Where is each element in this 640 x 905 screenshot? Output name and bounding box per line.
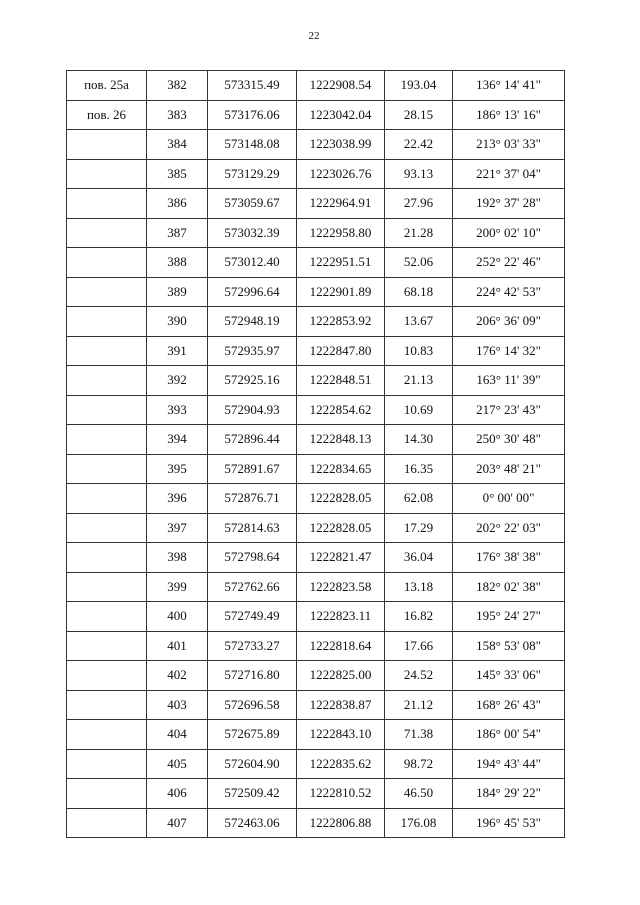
turn-cell — [67, 513, 147, 543]
y-coordinate-cell: 1223038.99 — [297, 130, 385, 160]
turn-cell — [67, 425, 147, 455]
segment-length-cell: 21.13 — [385, 366, 453, 396]
segment-length-cell: 71.38 — [385, 720, 453, 750]
direction-angle-cell: 186° 13' 16" — [453, 100, 565, 130]
table-row — [67, 277, 565, 307]
y-coordinate-cell: 1222825.00 — [297, 661, 385, 691]
point-number-cell: 382 — [147, 71, 208, 101]
y-coordinate-cell: 1222964.91 — [297, 189, 385, 219]
x-coordinate-cell: 573012.40 — [208, 248, 297, 278]
direction-angle-cell: 206° 36' 09" — [453, 307, 565, 337]
segment-length-cell: 10.83 — [385, 336, 453, 366]
segment-length-cell: 193.04 — [385, 71, 453, 101]
segment-length-cell: 27.96 — [385, 189, 453, 219]
x-coordinate-cell: 572604.90 — [208, 749, 297, 779]
segment-length-cell: 176.08 — [385, 808, 453, 838]
point-number-cell: 397 — [147, 513, 208, 543]
point-number-cell: 396 — [147, 484, 208, 514]
x-coordinate-cell: 572948.19 — [208, 307, 297, 337]
segment-length-cell: 52.06 — [385, 248, 453, 278]
direction-angle-cell: 200° 02' 10" — [453, 218, 565, 248]
point-number-cell: 384 — [147, 130, 208, 160]
y-coordinate-cell: 1222838.87 — [297, 690, 385, 720]
segment-length-cell: 13.67 — [385, 307, 453, 337]
x-coordinate-cell: 572814.63 — [208, 513, 297, 543]
turn-cell — [67, 395, 147, 425]
segment-length-cell: 17.66 — [385, 631, 453, 661]
turn-cell: пов. 25а — [67, 71, 147, 101]
x-coordinate-cell: 572675.89 — [208, 720, 297, 750]
point-number-cell: 403 — [147, 690, 208, 720]
table-row — [67, 454, 565, 484]
y-coordinate-cell: 1223026.76 — [297, 159, 385, 189]
table-row — [67, 602, 565, 632]
y-coordinate-cell: 1222828.05 — [297, 513, 385, 543]
y-coordinate-cell: 1222908.54 — [297, 71, 385, 101]
turn-cell — [67, 277, 147, 307]
x-coordinate-cell: 572896.44 — [208, 425, 297, 455]
turn-cell — [67, 454, 147, 484]
table-row — [67, 307, 565, 337]
x-coordinate-cell: 572716.80 — [208, 661, 297, 691]
direction-angle-cell: 192° 37' 28" — [453, 189, 565, 219]
table-row — [67, 159, 565, 189]
turn-cell — [67, 661, 147, 691]
x-coordinate-cell: 572935.97 — [208, 336, 297, 366]
point-number-cell: 383 — [147, 100, 208, 130]
point-number-cell: 402 — [147, 661, 208, 691]
direction-angle-cell: 195° 24' 27" — [453, 602, 565, 632]
segment-length-cell: 46.50 — [385, 779, 453, 809]
direction-angle-cell: 145° 33' 06" — [453, 661, 565, 691]
turn-cell — [67, 336, 147, 366]
x-coordinate-cell: 572798.64 — [208, 543, 297, 573]
direction-angle-cell: 136° 14' 41" — [453, 71, 565, 101]
table-row — [67, 808, 565, 838]
table-row — [67, 100, 565, 130]
point-number-cell: 388 — [147, 248, 208, 278]
direction-angle-cell: 213° 03' 33" — [453, 130, 565, 160]
segment-length-cell: 93.13 — [385, 159, 453, 189]
direction-angle-cell: 176° 14' 32" — [453, 336, 565, 366]
table-row — [67, 130, 565, 160]
segment-length-cell: 14.30 — [385, 425, 453, 455]
table-row — [67, 336, 565, 366]
table-row — [67, 366, 565, 396]
direction-angle-cell: 176° 38' 38" — [453, 543, 565, 573]
turn-cell — [67, 572, 147, 602]
table-row — [67, 779, 565, 809]
y-coordinate-cell: 1222806.88 — [297, 808, 385, 838]
direction-angle-cell: 168° 26' 43" — [453, 690, 565, 720]
turn-cell — [67, 189, 147, 219]
turn-cell — [67, 631, 147, 661]
direction-angle-cell: 182° 02' 38" — [453, 572, 565, 602]
segment-length-cell: 68.18 — [385, 277, 453, 307]
x-coordinate-cell: 572904.93 — [208, 395, 297, 425]
table-row — [67, 572, 565, 602]
segment-length-cell: 17.29 — [385, 513, 453, 543]
x-coordinate-cell: 573129.29 — [208, 159, 297, 189]
table-row — [67, 484, 565, 514]
direction-angle-cell: 163° 11' 39" — [453, 366, 565, 396]
point-number-cell: 405 — [147, 749, 208, 779]
turn-cell — [67, 779, 147, 809]
x-coordinate-cell: 572762.66 — [208, 572, 297, 602]
y-coordinate-cell: 1222818.64 — [297, 631, 385, 661]
table-row — [67, 425, 565, 455]
segment-length-cell: 62.08 — [385, 484, 453, 514]
x-coordinate-cell: 573176.06 — [208, 100, 297, 130]
segment-length-cell: 16.35 — [385, 454, 453, 484]
x-coordinate-cell: 572463.06 — [208, 808, 297, 838]
segment-length-cell: 21.28 — [385, 218, 453, 248]
turn-cell — [67, 248, 147, 278]
point-number-cell: 387 — [147, 218, 208, 248]
turn-cell — [67, 690, 147, 720]
turn-cell — [67, 307, 147, 337]
x-coordinate-cell: 573032.39 — [208, 218, 297, 248]
direction-angle-cell: 186° 00' 54" — [453, 720, 565, 750]
x-coordinate-cell: 572891.67 — [208, 454, 297, 484]
coordinates-table — [66, 70, 565, 838]
coordinates-table-body — [67, 71, 565, 838]
direction-angle-cell: 252° 22' 46" — [453, 248, 565, 278]
segment-length-cell: 21.12 — [385, 690, 453, 720]
table-row — [67, 720, 565, 750]
y-coordinate-cell: 1222847.80 — [297, 336, 385, 366]
x-coordinate-cell: 572749.49 — [208, 602, 297, 632]
x-coordinate-cell: 573059.67 — [208, 189, 297, 219]
y-coordinate-cell: 1222823.58 — [297, 572, 385, 602]
segment-length-cell: 24.52 — [385, 661, 453, 691]
y-coordinate-cell: 1223042.04 — [297, 100, 385, 130]
page-number: 22 — [308, 30, 320, 42]
x-coordinate-cell: 572876.71 — [208, 484, 297, 514]
direction-angle-cell: 203° 48' 21" — [453, 454, 565, 484]
point-number-cell: 407 — [147, 808, 208, 838]
direction-angle-cell: 224° 42' 53" — [453, 277, 565, 307]
segment-length-cell: 22.42 — [385, 130, 453, 160]
point-number-cell: 393 — [147, 395, 208, 425]
y-coordinate-cell: 1222810.52 — [297, 779, 385, 809]
x-coordinate-cell: 572733.27 — [208, 631, 297, 661]
table-row — [67, 248, 565, 278]
table-row — [67, 189, 565, 219]
table-row — [67, 71, 565, 101]
y-coordinate-cell: 1222848.13 — [297, 425, 385, 455]
point-number-cell: 399 — [147, 572, 208, 602]
point-number-cell: 386 — [147, 189, 208, 219]
turn-cell — [67, 602, 147, 632]
table-row — [67, 631, 565, 661]
y-coordinate-cell: 1222958.80 — [297, 218, 385, 248]
turn-cell — [67, 720, 147, 750]
x-coordinate-cell: 572996.64 — [208, 277, 297, 307]
segment-length-cell: 10.69 — [385, 395, 453, 425]
table-row — [67, 218, 565, 248]
x-coordinate-cell: 572925.16 — [208, 366, 297, 396]
y-coordinate-cell: 1222823.11 — [297, 602, 385, 632]
point-number-cell: 389 — [147, 277, 208, 307]
point-number-cell: 395 — [147, 454, 208, 484]
point-number-cell: 398 — [147, 543, 208, 573]
table-row — [67, 749, 565, 779]
point-number-cell: 392 — [147, 366, 208, 396]
point-number-cell: 401 — [147, 631, 208, 661]
turn-cell — [67, 543, 147, 573]
point-number-cell: 385 — [147, 159, 208, 189]
direction-angle-cell: 194° 43' 44" — [453, 749, 565, 779]
y-coordinate-cell: 1222848.51 — [297, 366, 385, 396]
turn-cell — [67, 749, 147, 779]
turn-cell — [67, 484, 147, 514]
x-coordinate-cell: 573148.08 — [208, 130, 297, 160]
table-row — [67, 661, 565, 691]
y-coordinate-cell: 1222901.89 — [297, 277, 385, 307]
direction-angle-cell: 158° 53' 08" — [453, 631, 565, 661]
turn-cell — [67, 218, 147, 248]
direction-angle-cell: 221° 37' 04" — [453, 159, 565, 189]
segment-length-cell: 28.15 — [385, 100, 453, 130]
direction-angle-cell: 250° 30' 48" — [453, 425, 565, 455]
point-number-cell: 404 — [147, 720, 208, 750]
direction-angle-cell: 217° 23' 43" — [453, 395, 565, 425]
y-coordinate-cell: 1222828.05 — [297, 484, 385, 514]
turn-cell — [67, 130, 147, 160]
y-coordinate-cell: 1222843.10 — [297, 720, 385, 750]
y-coordinate-cell: 1222854.62 — [297, 395, 385, 425]
direction-angle-cell: 184° 29' 22" — [453, 779, 565, 809]
turn-cell: пов. 26 — [67, 100, 147, 130]
turn-cell — [67, 159, 147, 189]
point-number-cell: 400 — [147, 602, 208, 632]
segment-length-cell: 98.72 — [385, 749, 453, 779]
x-coordinate-cell: 573315.49 — [208, 71, 297, 101]
point-number-cell: 394 — [147, 425, 208, 455]
point-number-cell: 406 — [147, 779, 208, 809]
table-row — [67, 513, 565, 543]
direction-angle-cell: 202° 22' 03" — [453, 513, 565, 543]
point-number-cell: 390 — [147, 307, 208, 337]
table-row — [67, 690, 565, 720]
y-coordinate-cell: 1222951.51 — [297, 248, 385, 278]
point-number-cell: 391 — [147, 336, 208, 366]
x-coordinate-cell: 572509.42 — [208, 779, 297, 809]
segment-length-cell: 13.18 — [385, 572, 453, 602]
table-row — [67, 395, 565, 425]
segment-length-cell: 36.04 — [385, 543, 453, 573]
segment-length-cell: 16.82 — [385, 602, 453, 632]
y-coordinate-cell: 1222853.92 — [297, 307, 385, 337]
table-row — [67, 543, 565, 573]
y-coordinate-cell: 1222821.47 — [297, 543, 385, 573]
direction-angle-cell: 196° 45' 53" — [453, 808, 565, 838]
y-coordinate-cell: 1222835.62 — [297, 749, 385, 779]
y-coordinate-cell: 1222834.65 — [297, 454, 385, 484]
x-coordinate-cell: 572696.58 — [208, 690, 297, 720]
turn-cell — [67, 366, 147, 396]
turn-cell — [67, 808, 147, 838]
direction-angle-cell: 0° 00' 00" — [453, 484, 565, 514]
